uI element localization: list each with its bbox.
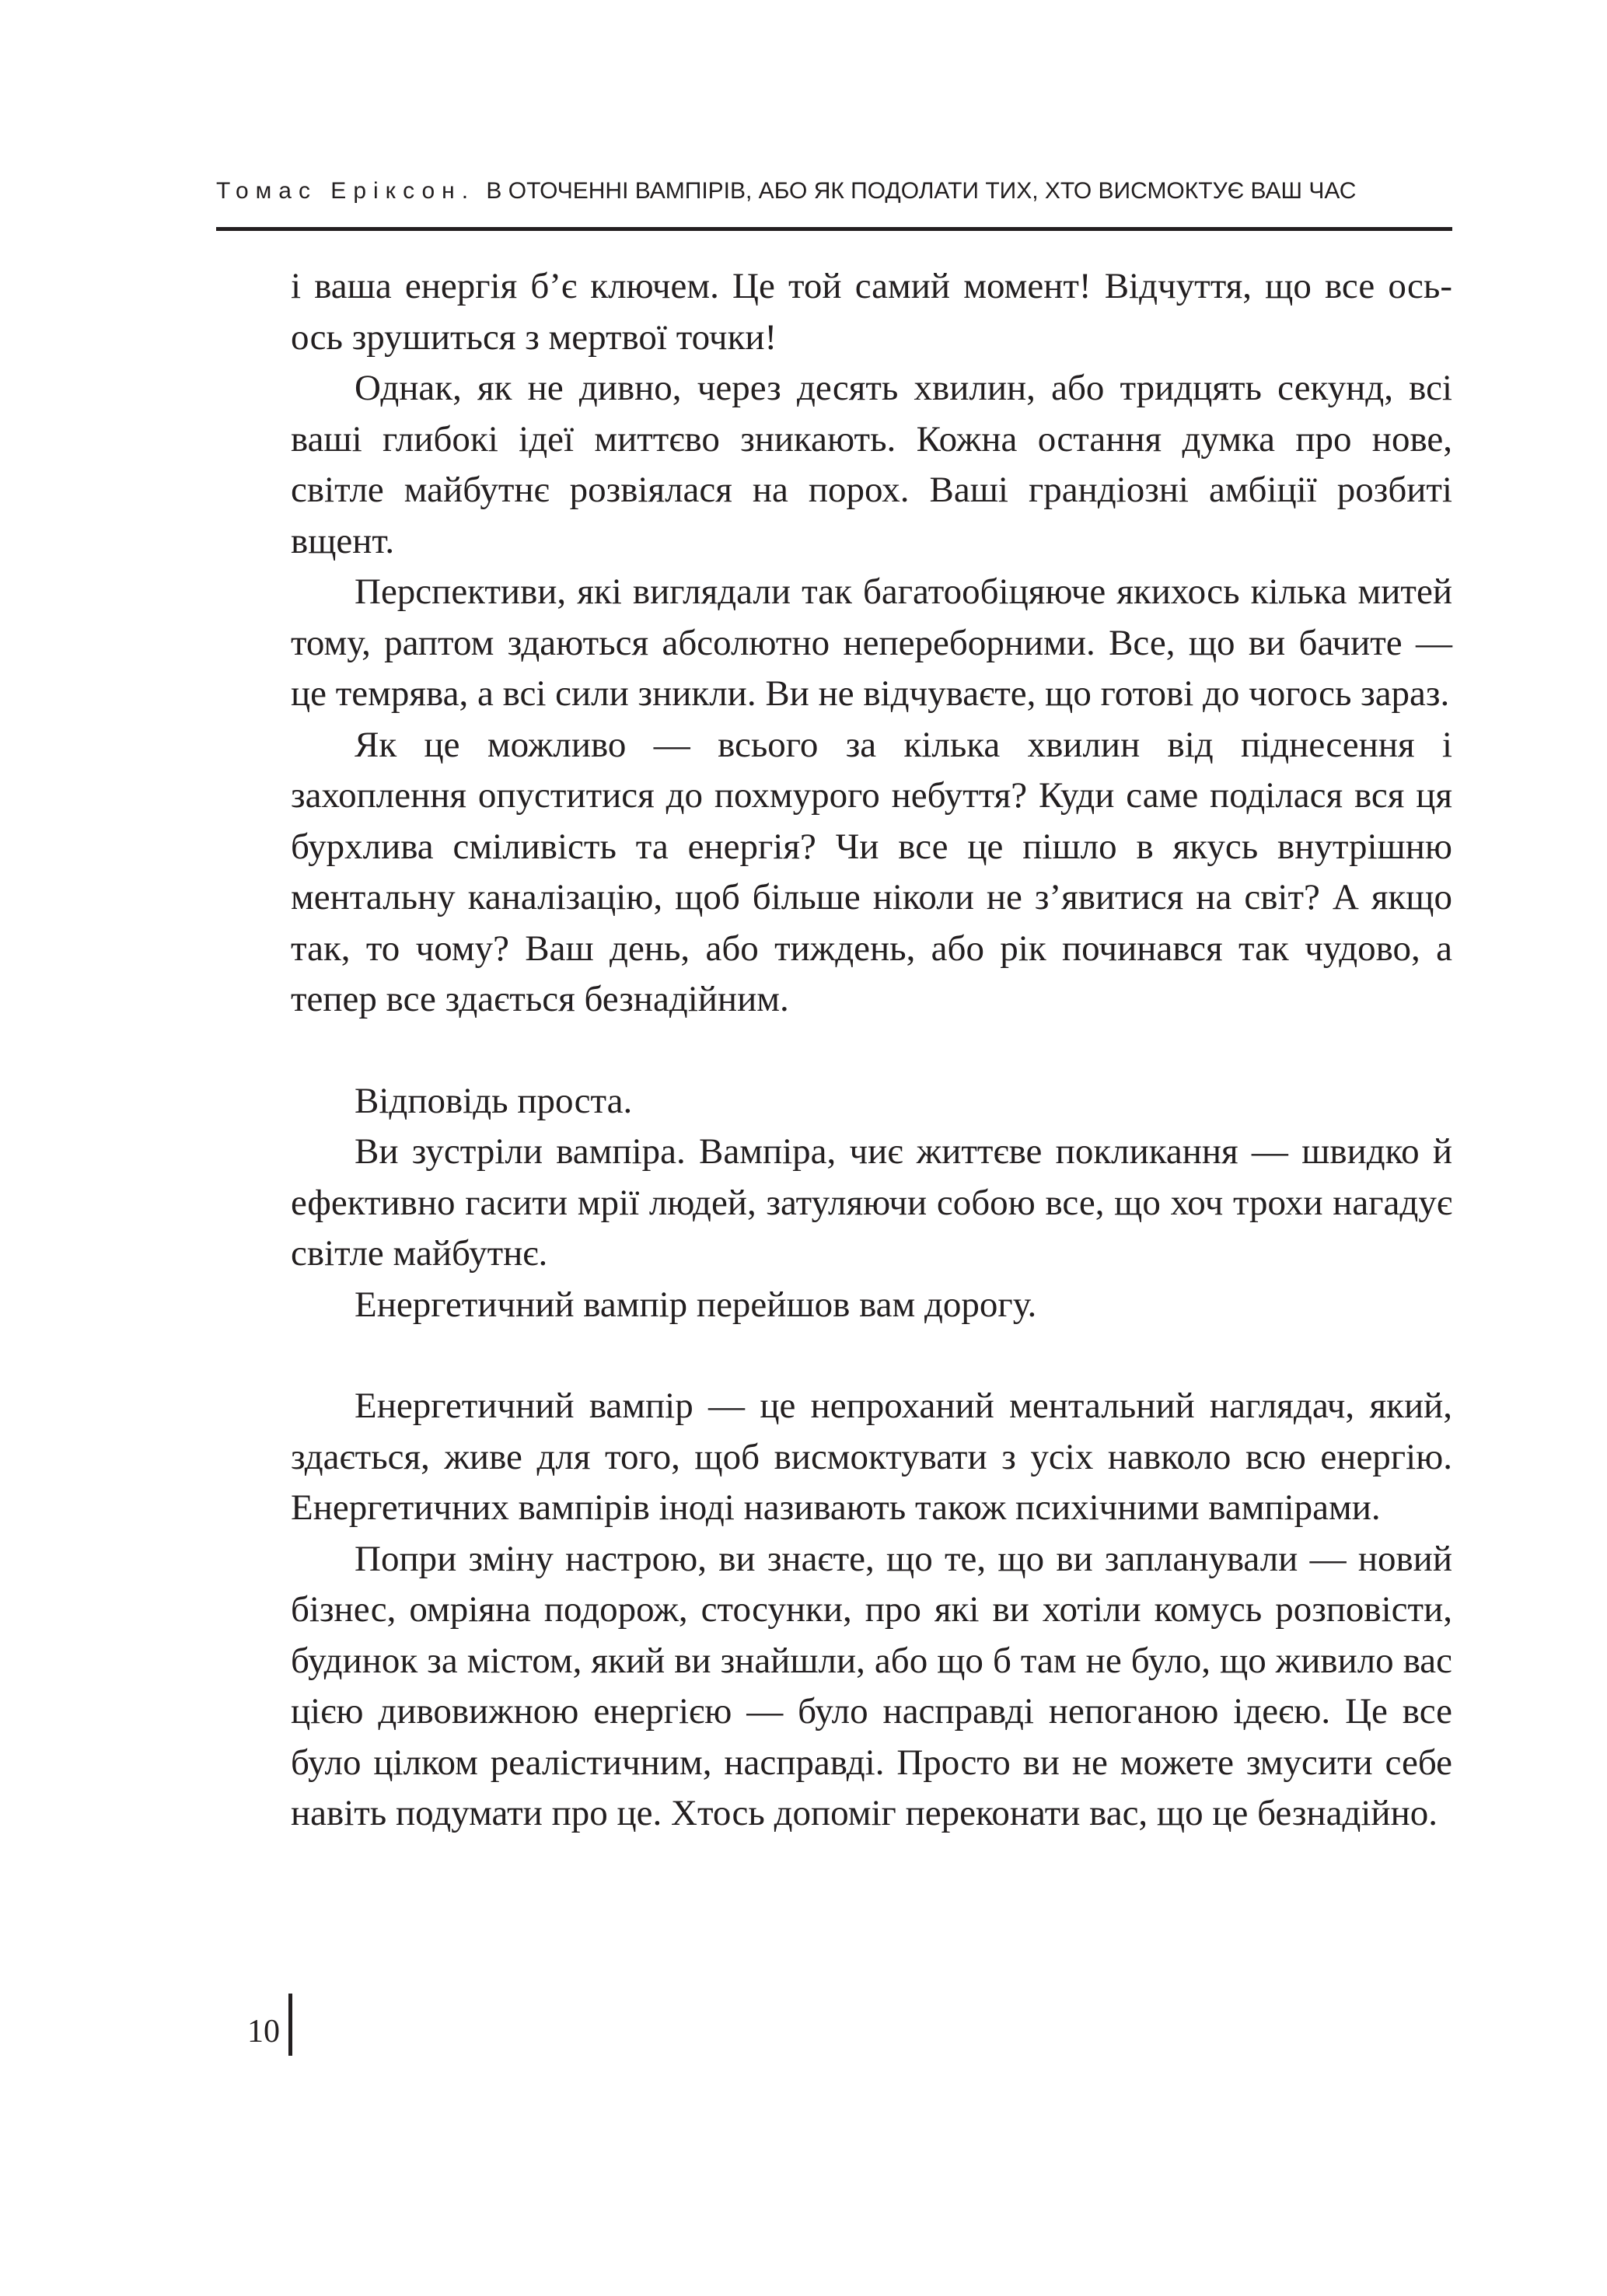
paragraph-6: Ви зустріли вампіра. Вампіра, чиє життєве покликання — швидко й ефективно гасити мрії людей, затуляючи собою все, що хоч трохи нагадує світле майбутнє. xyxy=(291,1131,1452,1274)
running-header xyxy=(216,176,1452,207)
header-rule xyxy=(216,227,1452,231)
page-number: 10 xyxy=(247,2014,280,2050)
section-gap xyxy=(291,1026,1452,1076)
page-number-rule xyxy=(288,1994,292,2056)
paragraph-1: і ваша енергія б’є ключем. Це той самий момент! Відчуття, що все ось-ось зрушиться з мертвої точки! xyxy=(291,266,1452,358)
paragraph-7: Енергетичний вампір перейшов вам дорогу. xyxy=(355,1284,1037,1325)
paragraph-8: Енергетичний вампір — це непроханий ментальний наглядач, який, здається, живе для того, щоб висмоктувати з усіх навколо всю енергію. Енергетичних вампірів іноді називають також психічними вампірами. xyxy=(291,1386,1452,1528)
section-gap xyxy=(291,1330,1452,1381)
header-book-title: В ОТОЧЕННІ ВАМПІРІВ, АБО ЯК ПОДОЛАТИ ТИХ, ХТО ВИСМОКТУЄ ВАШ ЧАС xyxy=(486,178,1357,204)
body-text xyxy=(291,261,1452,1840)
paragraph-5: Відповідь проста. xyxy=(355,1080,633,1121)
paragraph-4: Як це можливо — всього за кілька хвилин від піднесення і захоплення опуститися до похмурого небуття? Куди саме поділася вся ця бурхлива сміливість та енергія? Чи все це пішло в якусь внутрішню ментальну каналізацію, щоб більше ніколи не з’явитися на світ? А якщо так, то чому? Ваш день, або тиждень, або рік починався так чудово, а тепер все здається безнадійним. xyxy=(291,724,1452,1019)
paragraph-2: Однак, як не дивно, через десять хвилин, або тридцять секунд, всі ваші глибокі ідеї миттєво зникають. Кожна остання думка про нове, світле майбутнє розвіялася на порох. Ваші грандіозні амбіції розбиті вщент. xyxy=(291,368,1452,561)
header-author: Томас Еріксон. xyxy=(216,178,476,204)
paragraph-9: Попри зміну настрою, ви знаєте, що те, що ви запланували — новий бізнес, омріяна подорож, стосунки, про які ви хотіли комусь розповісти, будинок за містом, який ви знайшли, або що б там не було, що живило вас цією дивовижною енергією — було насправді непоганою ідеєю. Це все було цілком реалістичним, насправді. Просто ви не можете змусити себе навіть подумати про це. Хтось допоміг переконати вас, що це безнадійно. xyxy=(291,1538,1452,1833)
paragraph-3: Перспективи, які виглядали так багатообіцяюче якихось кілька митей тому, раптом здаються абсолютно непереборними. Все, що ви бачите — це темрява, а всі сили зникли. Ви не відчуваєте, що готові до чогось зараз. xyxy=(291,571,1452,714)
